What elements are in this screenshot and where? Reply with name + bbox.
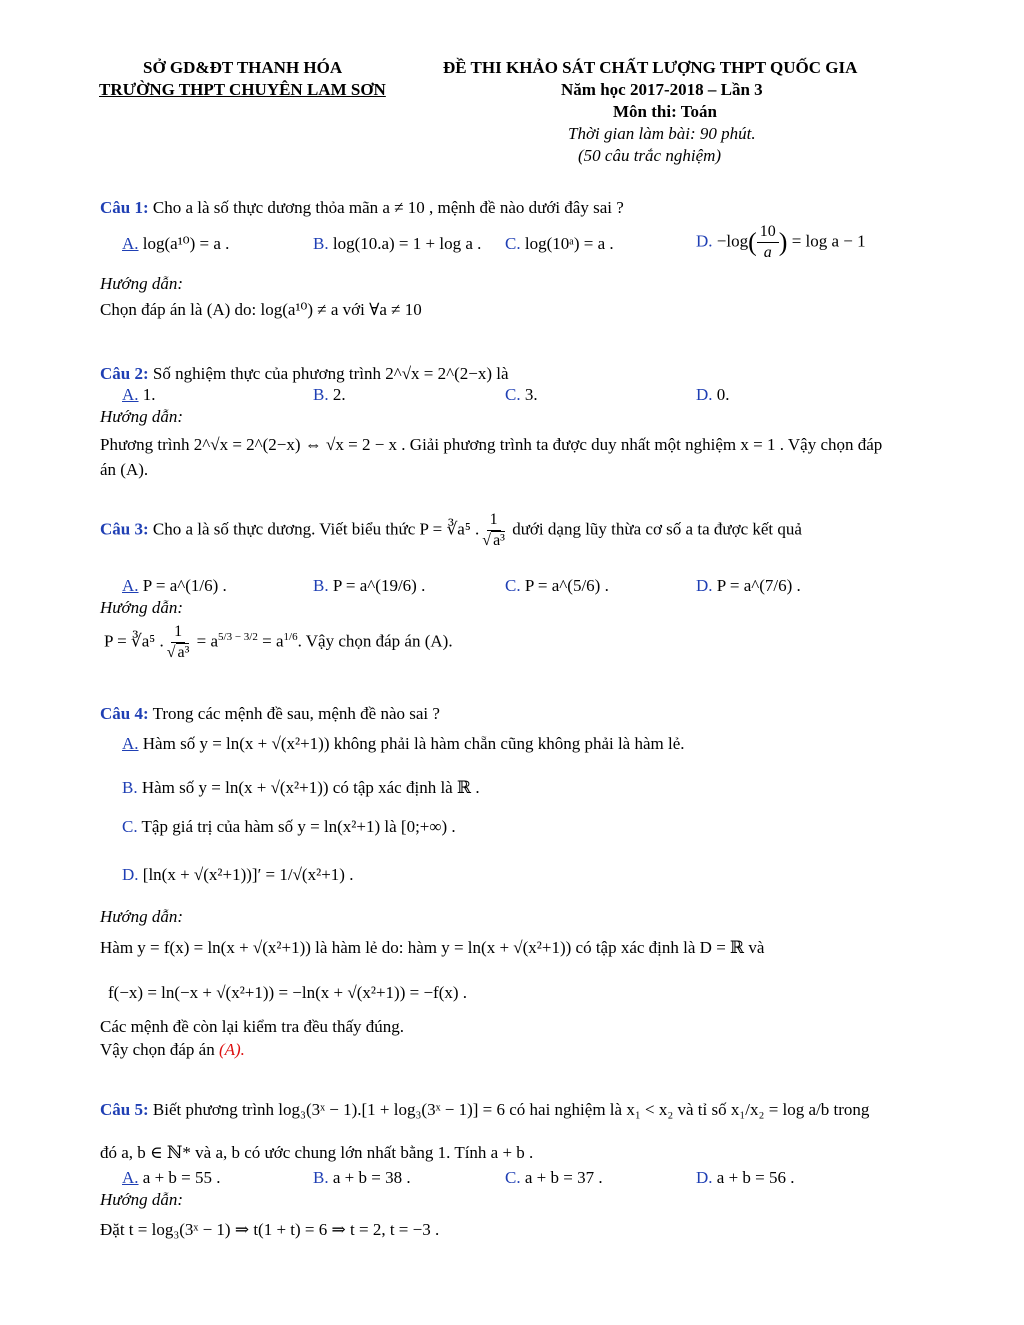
q2-option-a: A. 1. xyxy=(122,385,156,404)
q3-option-a: A. P = a^(1/6) . xyxy=(122,576,227,595)
q3-option-c: C. P = a^(5/6) . xyxy=(505,576,609,595)
q4-option-d: D. [ln(x + √(x²+1))]′ = 1/√(x²+1) . xyxy=(122,865,354,884)
exam-title: ĐỀ THI KHẢO SÁT CHẤT LƯỢNG THPT QUỐC GIA xyxy=(443,58,858,77)
q5-option-a: A. a + b = 55 . xyxy=(122,1168,221,1187)
duration: Thời gian làm bài: 90 phút. xyxy=(568,124,756,143)
q4-answer-line4: Vậy chọn đáp án (A). xyxy=(100,1040,245,1059)
q3-option-d: D. P = a^(7/6) . xyxy=(696,576,801,595)
question-count: (50 câu trắc nghiệm) xyxy=(578,146,722,165)
q4-option-b: B. Hàm số y = ln(x + √(x²+1)) có tập xác định là ℝ . xyxy=(122,778,480,797)
q4-option-a: A. Hàm số y = ln(x + √(x²+1)) không phải là hàm chẵn cũng không phải là hàm lẻ. xyxy=(122,734,685,753)
q2-option-c: C. 3. xyxy=(505,385,538,404)
q3-option-b: B. P = a^(19/6) . xyxy=(313,576,426,595)
q4-answer-line1: Hàm y = f(x) = ln(x + √(x²+1)) là hàm lẻ do: hàm y = ln(x + √(x²+1)) có tập xác định là D = ℝ và xyxy=(100,938,765,957)
school-year: Năm học 2017-2018 – Lần 3 xyxy=(561,80,763,99)
question-1 xyxy=(100,198,624,218)
q5-option-b: B. a + b = 38 . xyxy=(313,1168,411,1187)
q5-answer: Đặt t = log₃(3ˣ − 1) ⇒ t(1 + t) = 6 ⇒ t = 2, t = −3 . xyxy=(100,1220,440,1239)
guide-label: Hướng dẫn: xyxy=(100,1190,184,1209)
q5-text-line2: đó a, b ∈ ℕ* và a, b có ước chung lớn nhất bằng 1. Tính a + b . xyxy=(100,1143,534,1162)
q1-option-d: D. −log( $\frac{10}{a}$ ) = log a − 1 xyxy=(696,223,866,261)
guide-label: Hướng dẫn: xyxy=(100,407,184,426)
question-text: Cho a là số thực dương thỏa mãn a ≠ 10 , mệnh đề nào dưới đây sai ? xyxy=(148,198,624,217)
q3-answer: P = ∛a⁵ . $\frac{1}{\text{√ a³}}$ = $a^{5/3 - 3/2} = a^{1/6}$. Vậy chọn đáp án (A). xyxy=(104,623,453,661)
q4-answer-line3: Các mệnh đề còn lại kiểm tra đều thấy đúng. xyxy=(100,1017,405,1036)
q1-answer: Chọn đáp án là (A) do: log(a¹⁰) ≠ a với ∀a ≠ 10 xyxy=(100,300,422,319)
q5-option-d: D. a + b = 56 . xyxy=(696,1168,795,1187)
school-dept: SỞ GD&ĐT THANH HÓA xyxy=(143,58,343,77)
question-4: Câu 4: Trong các mệnh đề sau, mệnh đề nào sai ? xyxy=(100,704,440,723)
q2-answer-line1: Phương trình 2^√x = 2^(2−x) ⇔ √x = 2 − x . Giải phương trình ta được duy nhất một nghiệm x = 1 . Vậy chọn đáp xyxy=(100,435,883,454)
q4-answer-line2: f(−x) = ln(−x + √(x²+1)) = −ln(x + √(x²+1)) = −f(x) . xyxy=(108,983,468,1002)
q1-option-b: B. log(10.a) = 1 + log a . xyxy=(313,234,482,253)
q5-option-c: C. a + b = 37 . xyxy=(505,1168,603,1187)
subject: Môn thi: Toán xyxy=(613,102,717,121)
q1-option-a: A. log(a¹⁰) = a . xyxy=(122,234,230,253)
q2-option-d: D. 0. xyxy=(696,385,730,404)
q4-option-c: C. Tập giá trị của hàm số y = ln(x²+1) là [0;+∞) . xyxy=(122,817,456,836)
q1-option-c: C. log(10ᵃ) = a . xyxy=(505,234,614,253)
q2-answer-line2: án (A). xyxy=(100,460,149,479)
question-5: Câu 5: Biết phương trình log₃(3ˣ − 1).[1 + log₃(3ˣ − 1)] = 6 có hai nghiệm là x₁ < x₂ và tỉ số x₁/x₂ = log a/b trong xyxy=(100,1100,870,1119)
guide-label: Hướng dẫn: xyxy=(100,907,184,926)
guide-label: Hướng dẫn: xyxy=(100,274,184,293)
school-name: TRƯỜNG THPT CHUYÊN LAM SƠN xyxy=(99,80,386,99)
q2-option-b: B. 2. xyxy=(313,385,346,404)
question-2: Câu 2: Số nghiệm thực của phương trình 2^√x = 2^(2−x) là xyxy=(100,364,509,383)
question-label: Câu 1: xyxy=(100,198,149,217)
guide-label: Hướng dẫn: xyxy=(100,598,184,617)
question-3: Câu 3: Cho a là số thực dương. Viết biểu thức P = ∛a⁵ . $\frac{1}{\text{√ a³}}$ dưới dạng lũy thừa cơ số a ta được kết quả xyxy=(100,511,802,549)
